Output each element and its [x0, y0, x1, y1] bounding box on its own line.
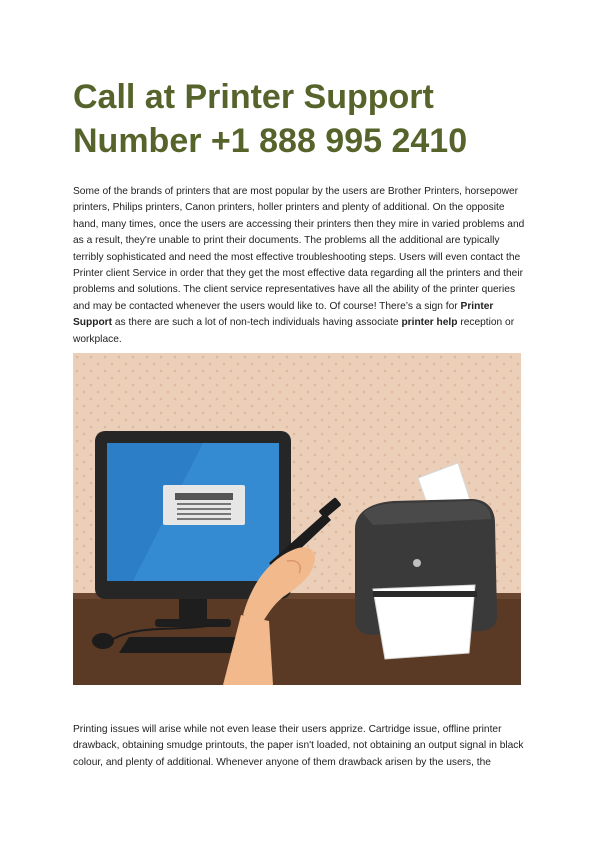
intro-text-c: reception or workplace.: [73, 317, 515, 345]
printer-support-illustration: [73, 353, 521, 685]
page-title: Call at Printer Support Number +1 888 995 2410: [73, 78, 468, 160]
printer-help-bold: printer help: [401, 317, 458, 329]
intro-text-b: as there are such a lot of non-tech individuals having associate: [112, 317, 402, 329]
printer-support-bold: Printer Support: [73, 300, 494, 329]
monitor-stand: [179, 599, 207, 621]
printing-issues-paragraph: Printing issues will arise while not even lease their users apprize. Cartridge issue, offline printer drawback, obtaining smudge printouts, the paper isn't loaded, not obtaining an output signal in black colour, and plenty of additional. Whenever anyone of them drawback arisen by the users, the: [73, 724, 524, 768]
intro-paragraph: [73, 184, 529, 348]
intro-text-a: Some of the brands of printers that are most popular by the users are Brother Printers, horsepower printers, Philips printers, Canon printers, holler printers and plenty of additional. On the opposite hand, many times, once the users are accessing their printers then they mire in varied problems and as a result, they're unable to print their documents. The problems all the additional are typically terribly sophisticated and need the most effective troubleshooting steps. Users will even contact the Printer client Service in order that they get the most effective data regarding all the printers and their problems and solutions. The client service representatives have all the ability of the printer queries and may be contacted whenever the users would like to. Of course! There’s a sign for: [73, 186, 525, 312]
